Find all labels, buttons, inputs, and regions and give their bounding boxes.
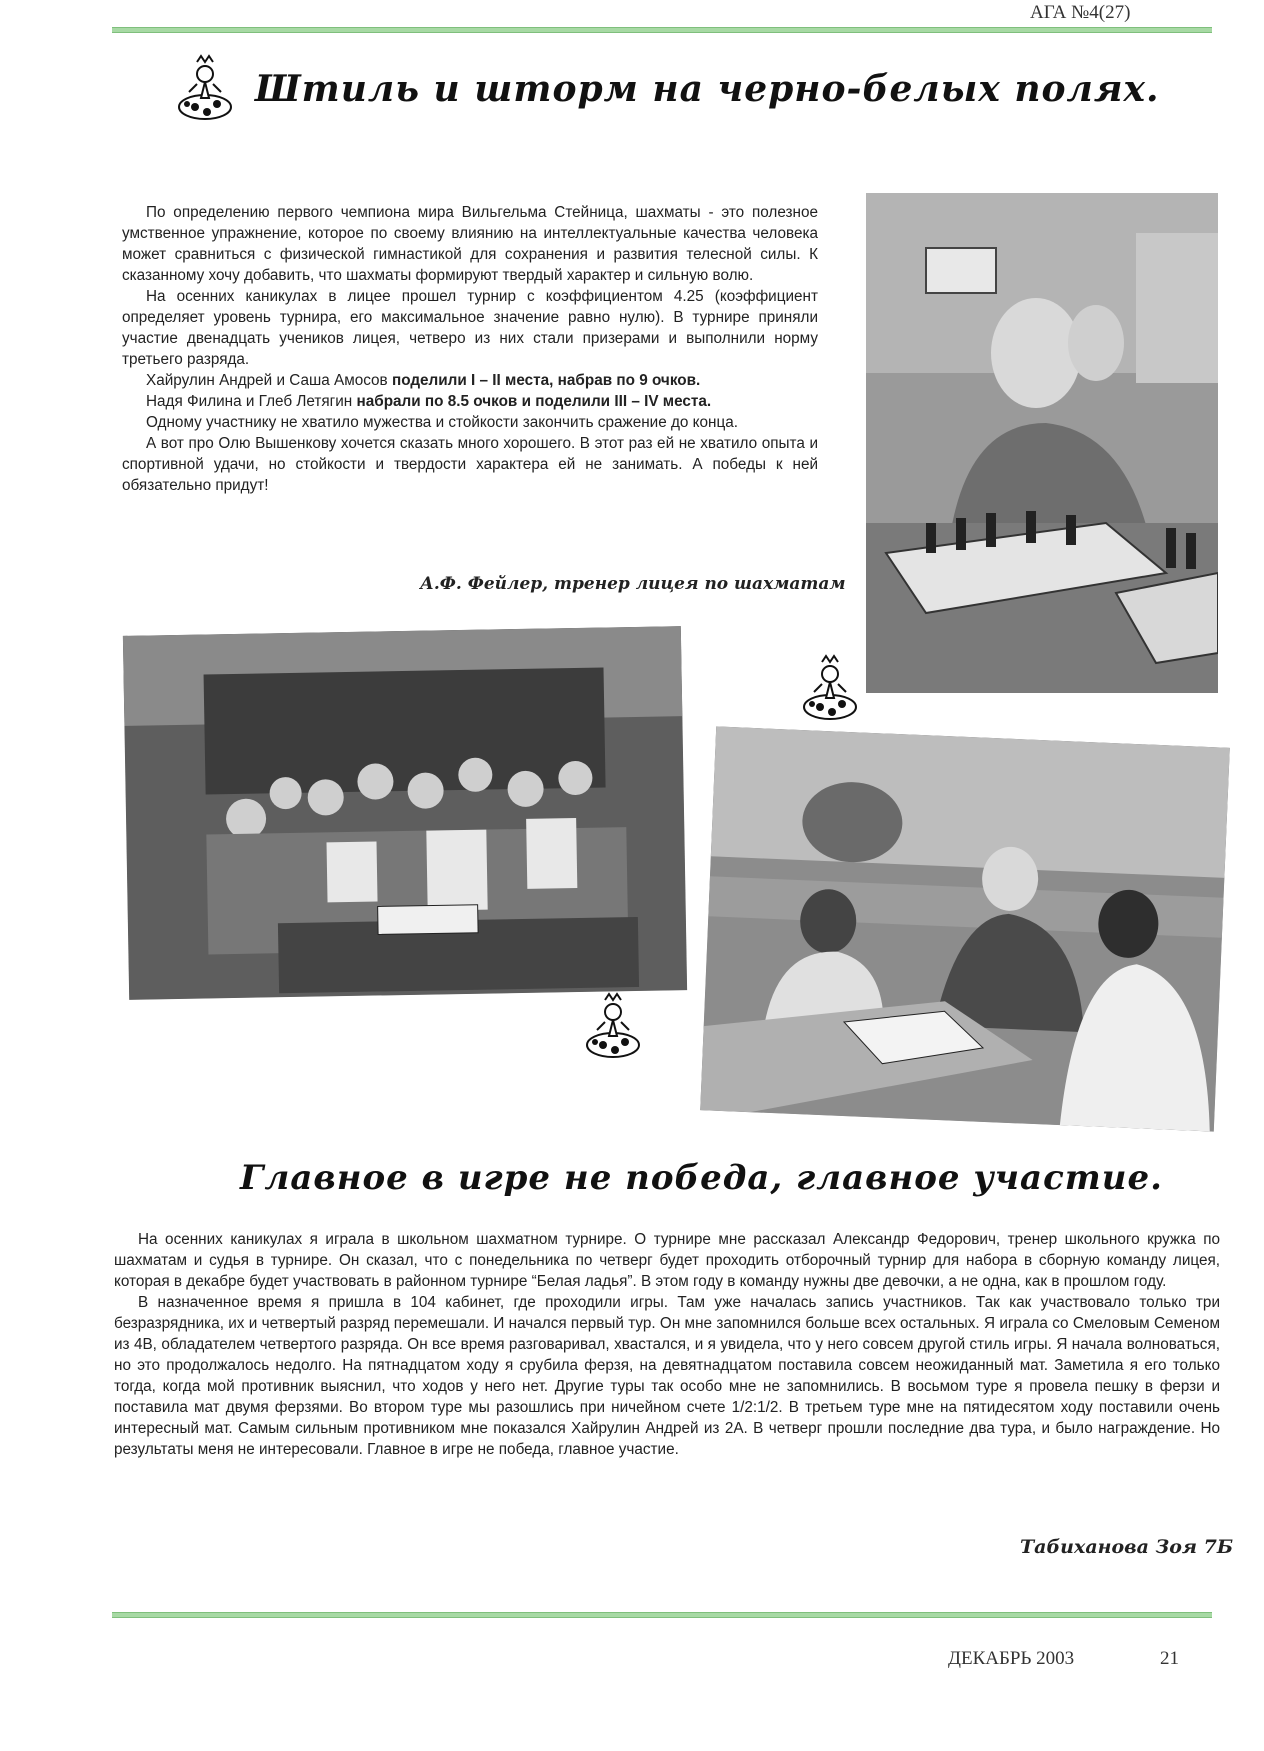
article2-paragraph: На осенних каникулах я играла в школьном шахматном турнире. О турнире мне рассказал Александр Федорович, тренер школьного кружка по шахматам и судья в турнире. Он сказал, что с понедельника по четверг будет проходить отборочный турнир для набора в сборную команду лицея, которая в декабре будет участвовать в районном турнире “Белая ладья”. В этом году в команду нужны две девочки, а не одна, как в прошлом году.	[114, 1231, 1220, 1290]
article1-paragraph: А вот про Олю Вышенкову хочется сказать много хорошего. В этот раз ей не хватило опыта и спортивной удачи, но стойкости и твердости характера ей не занимать. А победы к ней обязательно придут!	[122, 435, 818, 494]
article1-body	[122, 202, 818, 496]
top-rule	[112, 27, 1212, 33]
article1-paragraph: По определению первого чемпиона мира Вильгельма Стейница, шахматы - это полезное умственное упражнение, которое по своему влиянию на интеллектуальные качества человека может сравниться с физической гимнастикой для сохранения и развития телесной силы. К сказанному хочу добавить, что шахматы формируют твердый характер и сильную волю.	[122, 204, 818, 284]
article1-paragraph	[122, 391, 818, 412]
text: Хайрулин Андрей и Саша Амосов	[146, 372, 392, 389]
issue-number: АГА №4(27)	[1030, 2, 1131, 23]
photo-group-of-children-with-coach	[123, 626, 687, 1000]
bold-text: набрали по 8.5 очков и поделили III – IV места.	[356, 393, 712, 410]
article1-paragraph	[122, 370, 818, 391]
bottom-rule	[112, 1612, 1212, 1618]
article2-body	[114, 1229, 1220, 1460]
text: Надя Филина и Глеб Летягин	[146, 393, 357, 410]
article2-paragraph: В назначенное время я пришла в 104 кабинет, где проходили игры. Там уже началась запись участников. Так как участвовало только три безразрядника, их и четвертый разряд перемешали. И начался первый тур. Он мне запомнился больше всех остальных. Я играла со Смеловым Семеном из 4В, обладателем четвертого разряда. Он все время разговаривал, хвастался, и я увидела, что у него совсем другой стиль игры. Я начала волноваться, но это продолжалось недолго. На пятнадцатом ходу я срубила ферзя, на девятнадцатом поставила совсем неожиданный мат. Заметила я его только тогда, когда мой противник выяснил, что ходов у него нет. Другие туры так особо мне не запомнились. В восьмом туре я провела пешку в ферзи и поставила мат двумя ферзями. Во втором туре мы разошлись при ничейном счете 1/2:1/2. В третьем туре мне на пятидесятом ходу поставили очень интересный мат. Самым сильным противником мне показался Хайрулин Андрей из 2А. В четверг прошли последние два тура, и было награждение. Но результаты меня не интересовали. Главное в игре не победа, главное участие.	[114, 1294, 1220, 1458]
footer-date: ДЕКАБРЬ 2003	[948, 1648, 1075, 1669]
chess-mascot-icon	[175, 52, 235, 122]
article1-paragraph: На осенних каникулах в лицее прошел турнир с коэффициентом 4.25 (коэффициент определяет уровень турнира, его максимальное значение равно нулю). В турнире приняли участие двенадцать учеников лицея, четверо из них стали призерами и выполнили норму третьего разряда.	[122, 288, 818, 368]
photo-boy-yawning-at-chessboard	[866, 193, 1218, 693]
article2-title: Главное в игре не победа, главное участие.	[240, 1158, 1163, 1198]
bold-text: поделили I – II места, набрав по 9 очков.	[391, 372, 701, 389]
article2-signature: Табиханова Зоя 7Б	[1020, 1536, 1234, 1558]
article1-signature: А.Ф. Фейлер, тренер лицея по шахматам	[420, 574, 846, 594]
article1-paragraph: Одному участнику не хватило мужества и стойкости закончить сражение до конца.	[146, 414, 738, 431]
photo-coach-with-players-at-chessboard	[700, 726, 1230, 1131]
article1-title: Штиль и шторм на черно-белых полях.	[255, 68, 1160, 110]
page-number: 21	[1160, 1648, 1179, 1669]
chess-mascot-icon	[583, 990, 643, 1060]
chess-mascot-icon	[800, 652, 860, 722]
